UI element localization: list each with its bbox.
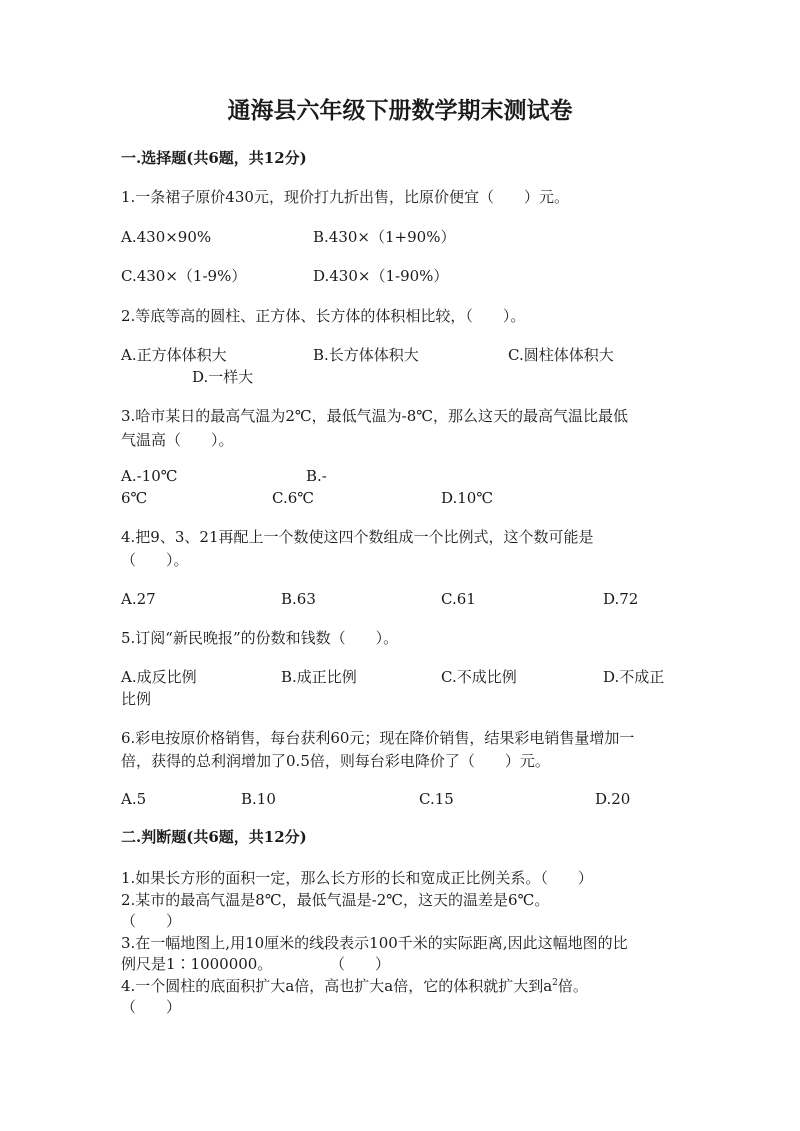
q3-option-a: A.-10℃ [121,467,178,485]
q4-option-b: B.63 [281,590,316,608]
judge-q2-line1: 2.某市的最高气温是8℃，最低气温是-2℃，这天的温差是6℃。 [121,891,550,909]
q6-stem-line1: 6.彩电按原价格销售，每台获利60元；现在降价销售，结果彩电销售量增加一 [121,729,635,747]
q2-option-a: A.正方体体积大 [121,346,227,364]
page-title: 通海县六年级下册数学期末测试卷 [227,97,573,124]
judge-q2-line2: （ ） [121,912,182,930]
q4-stem-line1: 4.把9、3、21再配上一个数使这四个数组成一个比例式，这个数可能是 [121,528,594,546]
q2-option-c: C.圆柱体体积大 [508,346,614,364]
q3-stem-line1: 3.哈市某日的最高气温为2℃，最低气温为-8℃，那么这天的最高气温比最低 [121,407,629,425]
judge-q1: 1.如果长方形的面积一定，那么长方形的长和宽成正比例关系。（ ） [121,869,593,887]
q3-option-c: C.6℃ [272,489,315,507]
q5-option-d: D.不成正 [603,668,665,686]
q2-option-d: D.一样大 [192,368,254,386]
q4-option-c: C.61 [441,590,476,608]
q2-stem: 2.等底等高的圆柱、正方体、长方体的体积相比较，（ ）。 [121,307,526,325]
judge-q4-line1 [121,976,588,996]
q2-option-b: B.长方体体积大 [313,346,419,364]
q4-stem-line2: （ ）。 [121,551,189,569]
judge-q4-text: 4.一个圆柱的底面积扩大a倍，高也扩大a倍，它的体积就扩大到a [121,977,553,995]
q5-option-d-wrap: 比例 [121,690,152,708]
judge-q3-line1: 3.在一幅地图上,用10厘米的线段表示100千米的实际距离,因此这幅地图的比 [121,934,628,952]
q6-option-b: B.10 [241,790,276,808]
q3-option-d: D.10℃ [441,489,494,507]
q1-option-a: A.430×90% [121,228,212,246]
judge-q4-line2: （ ） [121,998,182,1016]
q6-stem-line2: 倍，获得的总利润增加了0.5倍，则每台彩电降价了（ ）元。 [121,752,550,770]
q4-option-a: A.27 [121,590,156,608]
q1-option-c: C.430×（1-9%） [121,267,247,285]
section-heading-judgment: 二.判断题(共6题，共12分) [121,828,307,846]
q3-stem-line2: 气温高（ ）。 [121,431,234,449]
q1-stem: 1.一条裙子原价430元，现价打九折出售，比原价便宜（ ）元。 [121,188,569,206]
q4-option-d: D.72 [603,590,639,608]
judge-q3-line2: 例尺是1∶1000000。 [121,955,273,973]
section-heading-choice: 一.选择题(共6题，共12分) [121,149,307,167]
q3-option-b: B.- [306,467,327,485]
judge-q3-blank: （ ） [330,955,391,973]
judge-q4-text-end: 倍。 [557,977,588,995]
q5-option-c: C.不成比例 [441,668,517,686]
q5-option-b: B.成正比例 [281,668,357,686]
q5-option-a: A.成反比例 [121,668,197,686]
q6-option-d: D.20 [595,790,631,808]
q3-option-b-wrap: 6℃ [121,489,148,507]
q6-option-a: A.5 [121,790,147,808]
judge-q4-exponent: 2 [552,978,558,988]
q6-option-c: C.15 [419,790,454,808]
q5-stem: 5.订阅“新民晚报”的份数和钱数（ ）。 [121,629,399,647]
q1-option-d: D.430×（1-90%） [313,267,449,285]
q1-option-b: B.430×（1+90%） [313,228,456,246]
